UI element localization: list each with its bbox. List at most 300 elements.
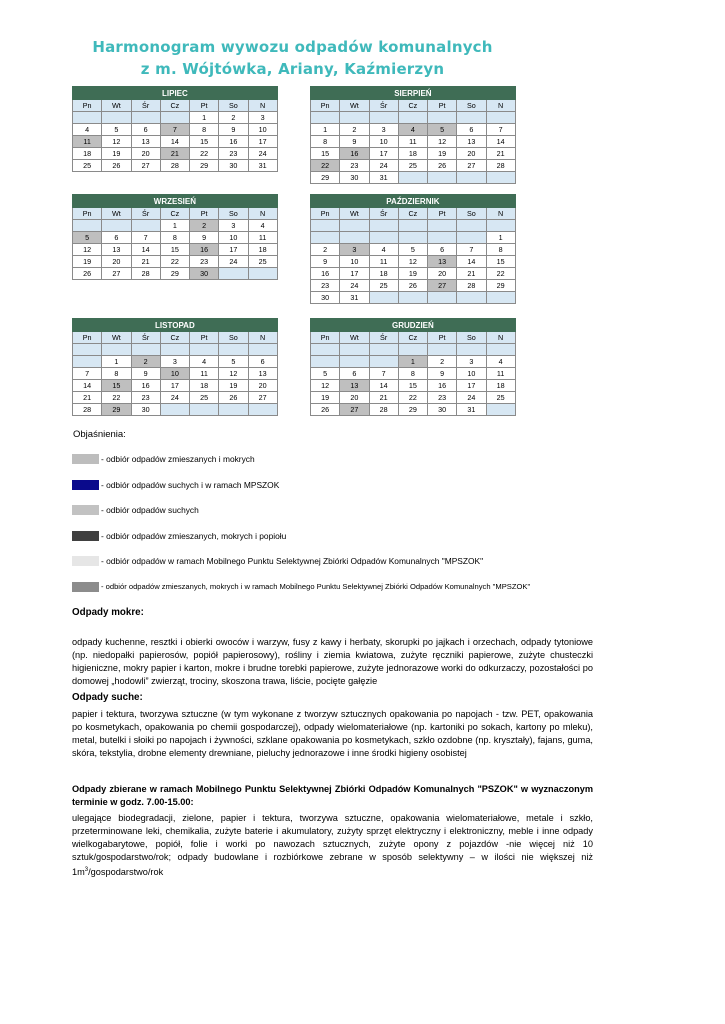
day-cell: 26 <box>311 404 340 416</box>
day-cell: 28 <box>160 160 189 172</box>
day-cell: 29 <box>160 268 189 280</box>
day-cell: 24 <box>219 256 248 268</box>
day-cell: 10 <box>340 256 369 268</box>
day-cell: 6 <box>102 232 131 244</box>
day-cell: 22 <box>311 160 340 172</box>
day-cell: 13 <box>131 136 160 148</box>
empty-day-cell <box>398 292 427 304</box>
empty-day-cell <box>428 220 457 232</box>
day-cell: 4 <box>486 356 515 368</box>
weekday-header: Wt <box>102 208 131 220</box>
day-cell: 12 <box>73 244 102 256</box>
day-cell: 17 <box>160 380 189 392</box>
day-cell: 11 <box>73 136 102 148</box>
day-cell: 2 <box>311 244 340 256</box>
day-cell: 20 <box>428 268 457 280</box>
day-cell: 20 <box>457 148 486 160</box>
day-cell: 27 <box>131 160 160 172</box>
day-cell: 8 <box>190 124 219 136</box>
day-cell: 1 <box>311 124 340 136</box>
day-cell: 11 <box>398 136 427 148</box>
wet-waste-text: odpady kuchenne, resztki i obierki owoców i warzyw, fusy z kawy i herbaty, skorupki po jajkach i orzechach, odpady tytoniowe (np. niedopałki papierosów, popiół papierosowy), rośliny i ziemia kwiatowa, zużyte ręczniki papierowe, zużyte chusteczki higieniczne, mokry papier i karton, mokre i brudne torebki papierowe, zużyte jednorazowe worki do odkurzaczy, pozostałości po domowej „hodowli” zwierząt, trociny, skoszona trawa, liście, pocięte gałęzie <box>72 637 593 686</box>
day-cell: 13 <box>340 380 369 392</box>
day-cell: 7 <box>131 232 160 244</box>
empty-day-cell <box>486 220 515 232</box>
empty-day-cell <box>73 220 102 232</box>
weekday-header: Śr <box>131 332 160 344</box>
empty-day-cell <box>486 404 515 416</box>
weekday-header: N <box>248 208 277 220</box>
empty-day-cell <box>311 356 340 368</box>
day-cell: 29 <box>311 172 340 184</box>
day-cell: 2 <box>190 220 219 232</box>
legend-swatch-dry-mpszok <box>72 480 99 490</box>
weekday-header: Cz <box>398 208 427 220</box>
day-cell: 25 <box>369 280 398 292</box>
empty-day-cell <box>398 232 427 244</box>
day-cell: 22 <box>102 392 131 404</box>
day-cell: 10 <box>369 136 398 148</box>
weekday-header: Pt <box>428 332 457 344</box>
day-cell: 3 <box>369 124 398 136</box>
empty-day-cell <box>398 112 427 124</box>
day-cell: 5 <box>73 232 102 244</box>
empty-day-cell <box>219 268 248 280</box>
day-cell: 2 <box>428 356 457 368</box>
weekday-header: Cz <box>160 100 189 112</box>
day-cell: 19 <box>398 268 427 280</box>
day-cell: 7 <box>486 124 515 136</box>
empty-day-cell <box>398 344 427 356</box>
empty-day-cell <box>369 220 398 232</box>
empty-day-cell <box>160 112 189 124</box>
day-cell: 17 <box>457 380 486 392</box>
day-cell: 30 <box>131 404 160 416</box>
day-cell: 28 <box>369 404 398 416</box>
empty-day-cell <box>102 220 131 232</box>
month-name: LISTOPAD <box>73 319 278 332</box>
day-cell: 16 <box>340 148 369 160</box>
day-cell: 30 <box>311 292 340 304</box>
weekday-header: Pn <box>311 100 340 112</box>
legend-text-dry: - odbiór odpadów suchych <box>101 505 199 515</box>
day-cell: 13 <box>457 136 486 148</box>
day-cell: 15 <box>486 256 515 268</box>
empty-day-cell <box>428 112 457 124</box>
weekday-header: So <box>219 208 248 220</box>
empty-day-cell <box>428 232 457 244</box>
weekday-header: Pn <box>73 208 102 220</box>
weekday-header: Śr <box>131 208 160 220</box>
day-cell: 16 <box>428 380 457 392</box>
day-cell: 11 <box>486 368 515 380</box>
day-cell: 9 <box>131 368 160 380</box>
weekday-header: N <box>248 100 277 112</box>
weekday-header: Pn <box>73 332 102 344</box>
day-cell: 4 <box>369 244 398 256</box>
weekday-header: Śr <box>369 208 398 220</box>
day-cell: 23 <box>311 280 340 292</box>
day-cell: 14 <box>369 380 398 392</box>
day-cell: 22 <box>486 268 515 280</box>
empty-day-cell <box>340 112 369 124</box>
day-cell: 26 <box>102 160 131 172</box>
empty-day-cell <box>369 344 398 356</box>
legend-swatch-mixed-wet <box>72 454 99 464</box>
day-cell: 20 <box>340 392 369 404</box>
empty-day-cell <box>248 344 277 356</box>
day-cell: 9 <box>219 124 248 136</box>
day-cell: 4 <box>73 124 102 136</box>
day-cell: 15 <box>102 380 131 392</box>
empty-day-cell <box>457 344 486 356</box>
day-cell: 6 <box>340 368 369 380</box>
empty-day-cell <box>428 172 457 184</box>
empty-day-cell <box>486 344 515 356</box>
day-cell: 21 <box>369 392 398 404</box>
day-cell: 4 <box>248 220 277 232</box>
empty-day-cell <box>73 344 102 356</box>
day-cell: 23 <box>428 392 457 404</box>
empty-day-cell <box>340 344 369 356</box>
day-cell: 12 <box>102 136 131 148</box>
day-cell: 14 <box>457 256 486 268</box>
day-cell: 1 <box>486 232 515 244</box>
empty-day-cell <box>486 172 515 184</box>
day-cell: 27 <box>248 392 277 404</box>
empty-day-cell <box>311 232 340 244</box>
legend-text-dry-mpszok: - odbiór odpadów suchych i w ramach MPSZOK <box>101 480 280 490</box>
weekday-header: N <box>486 208 515 220</box>
document-title-line-1: Harmonogram wywozu odpadów komunalnych <box>92 38 493 56</box>
day-cell: 19 <box>219 380 248 392</box>
day-cell: 17 <box>369 148 398 160</box>
day-cell: 5 <box>219 356 248 368</box>
day-cell: 18 <box>190 380 219 392</box>
day-cell: 18 <box>248 244 277 256</box>
month-name: PAŹDZIERNIK <box>311 195 516 208</box>
pszok-text-tail: /gospodarstwo/rok <box>88 867 164 878</box>
day-cell: 1 <box>190 112 219 124</box>
month-calendar-2 <box>72 194 278 280</box>
document-title-line-2: z m. Wójtówka, Ariany, Kaźmierzyn <box>140 60 445 78</box>
month-name: LIPIEC <box>73 87 278 100</box>
empty-day-cell <box>102 344 131 356</box>
day-cell: 25 <box>486 392 515 404</box>
day-cell: 30 <box>190 268 219 280</box>
day-cell: 22 <box>398 392 427 404</box>
day-cell: 24 <box>369 160 398 172</box>
day-cell: 29 <box>102 404 131 416</box>
wet-waste-heading: Odpady mokre: <box>72 607 144 618</box>
day-cell: 20 <box>248 380 277 392</box>
day-cell: 25 <box>73 160 102 172</box>
empty-day-cell <box>369 356 398 368</box>
day-cell: 25 <box>248 256 277 268</box>
weekday-header: Pn <box>311 332 340 344</box>
day-cell: 3 <box>340 244 369 256</box>
month-calendar-1 <box>310 86 516 184</box>
day-cell: 2 <box>219 112 248 124</box>
day-cell: 28 <box>457 280 486 292</box>
day-cell: 17 <box>248 136 277 148</box>
day-cell: 16 <box>190 244 219 256</box>
day-cell: 5 <box>428 124 457 136</box>
day-cell: 23 <box>190 256 219 268</box>
weekday-header: Cz <box>160 332 189 344</box>
empty-day-cell <box>457 172 486 184</box>
weekday-header: Pt <box>190 100 219 112</box>
day-cell: 16 <box>131 380 160 392</box>
day-cell: 2 <box>340 124 369 136</box>
day-cell: 9 <box>428 368 457 380</box>
weekday-header: Pt <box>190 208 219 220</box>
empty-day-cell <box>486 292 515 304</box>
empty-day-cell <box>369 232 398 244</box>
dry-waste-heading: Odpady suche: <box>72 692 143 703</box>
empty-day-cell <box>131 344 160 356</box>
weekday-header: Wt <box>340 208 369 220</box>
dry-waste-text: papier i tektura, tworzywa sztuczne (w tym wykonane z tworzyw sztucznych opakowania po napojach - tzw. PET, opakowania po kosmetykach, opakowania po chemii gospodarczej), odpady wielomateriałowe (np. kartoniki po sokach, kartony po mleku), metal, butelki i słoiki po napojach i żywności, szklane opakowania po kosmetykach, szkło ozdobne (np. kryształy), fajans, guma, skóra, tekstylia, drobne elementy drewniane, pieluchy jednorazowe i inne środki higieny osobistej <box>72 709 593 758</box>
day-cell: 25 <box>190 392 219 404</box>
weekday-header: Wt <box>102 332 131 344</box>
empty-day-cell <box>73 356 102 368</box>
empty-day-cell <box>340 232 369 244</box>
legend-swatch-mixed-wet-ash <box>72 531 99 541</box>
day-cell: 24 <box>160 392 189 404</box>
day-cell: 8 <box>102 368 131 380</box>
day-cell: 28 <box>131 268 160 280</box>
day-cell: 3 <box>248 112 277 124</box>
day-cell: 10 <box>457 368 486 380</box>
day-cell: 31 <box>369 172 398 184</box>
empty-day-cell <box>340 356 369 368</box>
day-cell: 14 <box>160 136 189 148</box>
day-cell: 19 <box>73 256 102 268</box>
legend-text-mixed-wet-ash: - odbiór odpadów zmieszanych, mokrych i popiołu <box>101 531 287 541</box>
day-cell: 26 <box>219 392 248 404</box>
day-cell: 5 <box>311 368 340 380</box>
day-cell: 30 <box>340 172 369 184</box>
empty-day-cell <box>457 112 486 124</box>
legend-swatch-mixed-wet-mpszok <box>72 582 99 592</box>
pszok-text-body: ulegające biodegradacji, zielone, papier i tektura, tworzywa sztuczne, opakowania wielomateriałowe, metale i szkło, przeterminowane leki, chemikalia, zużyte baterie i akumulatory, zużyty sprzęt elektryczny i elektroniczny, meble i inne odpady wielkogabarytowe, popiół, folie i worki po nawozach sztucznych, zużyte opony z pojazdów -nie więcej niż 10 sztuk/gospodarstwo/rok; odpady budowlane i rozbiórkowe zebrane w sposób selektywny – w ilości nie większej niż 1m <box>72 813 593 878</box>
day-cell: 23 <box>340 160 369 172</box>
empty-day-cell <box>340 220 369 232</box>
day-cell: 21 <box>486 148 515 160</box>
day-cell: 12 <box>428 136 457 148</box>
weekday-header: Wt <box>340 100 369 112</box>
day-cell: 18 <box>486 380 515 392</box>
day-cell: 16 <box>311 268 340 280</box>
empty-day-cell <box>131 220 160 232</box>
empty-day-cell <box>248 268 277 280</box>
day-cell: 27 <box>428 280 457 292</box>
day-cell: 23 <box>131 392 160 404</box>
empty-day-cell <box>457 220 486 232</box>
weekday-header: So <box>457 100 486 112</box>
empty-day-cell <box>398 220 427 232</box>
weekday-header: N <box>486 100 515 112</box>
day-cell: 29 <box>486 280 515 292</box>
weekday-header: Śr <box>131 100 160 112</box>
day-cell: 8 <box>486 244 515 256</box>
day-cell: 12 <box>219 368 248 380</box>
day-cell: 24 <box>457 392 486 404</box>
month-calendar-0 <box>72 86 278 172</box>
empty-day-cell <box>190 404 219 416</box>
month-calendar-5 <box>310 318 516 416</box>
day-cell: 14 <box>131 244 160 256</box>
weekday-header: N <box>248 332 277 344</box>
day-cell: 15 <box>190 136 219 148</box>
day-cell: 7 <box>369 368 398 380</box>
month-name: GRUDZIEŃ <box>311 319 516 332</box>
legend-text-mixed-wet: - odbiór odpadów zmieszanych i mokrych <box>101 454 255 464</box>
day-cell: 15 <box>398 380 427 392</box>
day-cell: 14 <box>486 136 515 148</box>
empty-day-cell <box>369 292 398 304</box>
day-cell: 17 <box>219 244 248 256</box>
day-cell: 4 <box>190 356 219 368</box>
month-name: WRZESIEŃ <box>73 195 278 208</box>
weekday-header: Pt <box>428 208 457 220</box>
weekday-header: Pn <box>73 100 102 112</box>
day-cell: 21 <box>457 268 486 280</box>
legend-text-mpszok: - odbiór odpadów w ramach Mobilnego Punktu Selektywnej Zbiórki Odpadów Komunalnych "MPSZOK" <box>101 556 484 566</box>
day-cell: 25 <box>398 160 427 172</box>
empty-day-cell <box>311 112 340 124</box>
month-calendar-3 <box>310 194 516 304</box>
empty-day-cell <box>311 344 340 356</box>
day-cell: 13 <box>102 244 131 256</box>
weekday-header: Pt <box>190 332 219 344</box>
day-cell: 11 <box>190 368 219 380</box>
empty-day-cell <box>160 344 189 356</box>
day-cell: 26 <box>398 280 427 292</box>
day-cell: 12 <box>398 256 427 268</box>
empty-day-cell <box>369 112 398 124</box>
day-cell: 27 <box>102 268 131 280</box>
day-cell: 8 <box>398 368 427 380</box>
weekday-header: Wt <box>340 332 369 344</box>
day-cell: 31 <box>457 404 486 416</box>
day-cell: 1 <box>398 356 427 368</box>
pszok-text <box>72 812 593 879</box>
day-cell: 7 <box>457 244 486 256</box>
day-cell: 19 <box>102 148 131 160</box>
day-cell: 15 <box>311 148 340 160</box>
day-cell: 24 <box>340 280 369 292</box>
pszok-text-superscript: 3 <box>84 867 89 873</box>
day-cell: 10 <box>248 124 277 136</box>
day-cell: 3 <box>160 356 189 368</box>
day-cell: 21 <box>160 148 189 160</box>
day-cell: 13 <box>248 368 277 380</box>
weekday-header: So <box>219 100 248 112</box>
day-cell: 9 <box>190 232 219 244</box>
day-cell: 3 <box>219 220 248 232</box>
day-cell: 3 <box>457 356 486 368</box>
empty-day-cell <box>398 172 427 184</box>
day-cell: 27 <box>340 404 369 416</box>
day-cell: 13 <box>428 256 457 268</box>
legend-swatch-dry <box>72 505 99 515</box>
empty-day-cell <box>102 112 131 124</box>
day-cell: 6 <box>457 124 486 136</box>
day-cell: 31 <box>340 292 369 304</box>
day-cell: 6 <box>428 244 457 256</box>
day-cell: 29 <box>190 160 219 172</box>
day-cell: 1 <box>102 356 131 368</box>
day-cell: 30 <box>219 160 248 172</box>
day-cell: 28 <box>73 404 102 416</box>
weekday-header: Śr <box>369 100 398 112</box>
empty-day-cell <box>219 404 248 416</box>
day-cell: 11 <box>248 232 277 244</box>
day-cell: 26 <box>428 160 457 172</box>
day-cell: 16 <box>219 136 248 148</box>
weekday-header: Pn <box>311 208 340 220</box>
weekday-header: Śr <box>369 332 398 344</box>
legend-text-mixed-wet-mpszok: - odbiór odpadów zmieszanych, mokrych i w ramach Mobilnego Punktu Selektywnej Zbiórki Odpadów Komunalnych "MPSZOK" <box>101 582 531 591</box>
day-cell: 8 <box>311 136 340 148</box>
day-cell: 4 <box>398 124 427 136</box>
weekday-header: Cz <box>160 208 189 220</box>
day-cell: 9 <box>311 256 340 268</box>
day-cell: 18 <box>398 148 427 160</box>
day-cell: 18 <box>73 148 102 160</box>
day-cell: 24 <box>248 148 277 160</box>
weekday-header: Wt <box>102 100 131 112</box>
empty-day-cell <box>190 344 219 356</box>
day-cell: 8 <box>160 232 189 244</box>
day-cell: 19 <box>428 148 457 160</box>
day-cell: 11 <box>369 256 398 268</box>
weekday-header: So <box>457 332 486 344</box>
day-cell: 20 <box>102 256 131 268</box>
day-cell: 5 <box>398 244 427 256</box>
empty-day-cell <box>219 344 248 356</box>
day-cell: 28 <box>486 160 515 172</box>
weekday-header: Cz <box>398 100 427 112</box>
day-cell: 12 <box>311 380 340 392</box>
empty-day-cell <box>457 292 486 304</box>
day-cell: 17 <box>340 268 369 280</box>
day-cell: 22 <box>190 148 219 160</box>
day-cell: 21 <box>131 256 160 268</box>
day-cell: 31 <box>248 160 277 172</box>
month-name: SIERPIEŃ <box>311 87 516 100</box>
day-cell: 10 <box>219 232 248 244</box>
day-cell: 27 <box>457 160 486 172</box>
day-cell: 6 <box>131 124 160 136</box>
day-cell: 1 <box>160 220 189 232</box>
legend-swatch-mpszok <box>72 556 99 566</box>
day-cell: 7 <box>73 368 102 380</box>
day-cell: 20 <box>131 148 160 160</box>
day-cell: 9 <box>340 136 369 148</box>
empty-day-cell <box>428 292 457 304</box>
empty-day-cell <box>428 344 457 356</box>
legend-heading: Objaśnienia: <box>73 429 126 440</box>
day-cell: 14 <box>73 380 102 392</box>
day-cell: 30 <box>428 404 457 416</box>
empty-day-cell <box>73 112 102 124</box>
day-cell: 21 <box>73 392 102 404</box>
day-cell: 7 <box>160 124 189 136</box>
weekday-header: So <box>219 332 248 344</box>
